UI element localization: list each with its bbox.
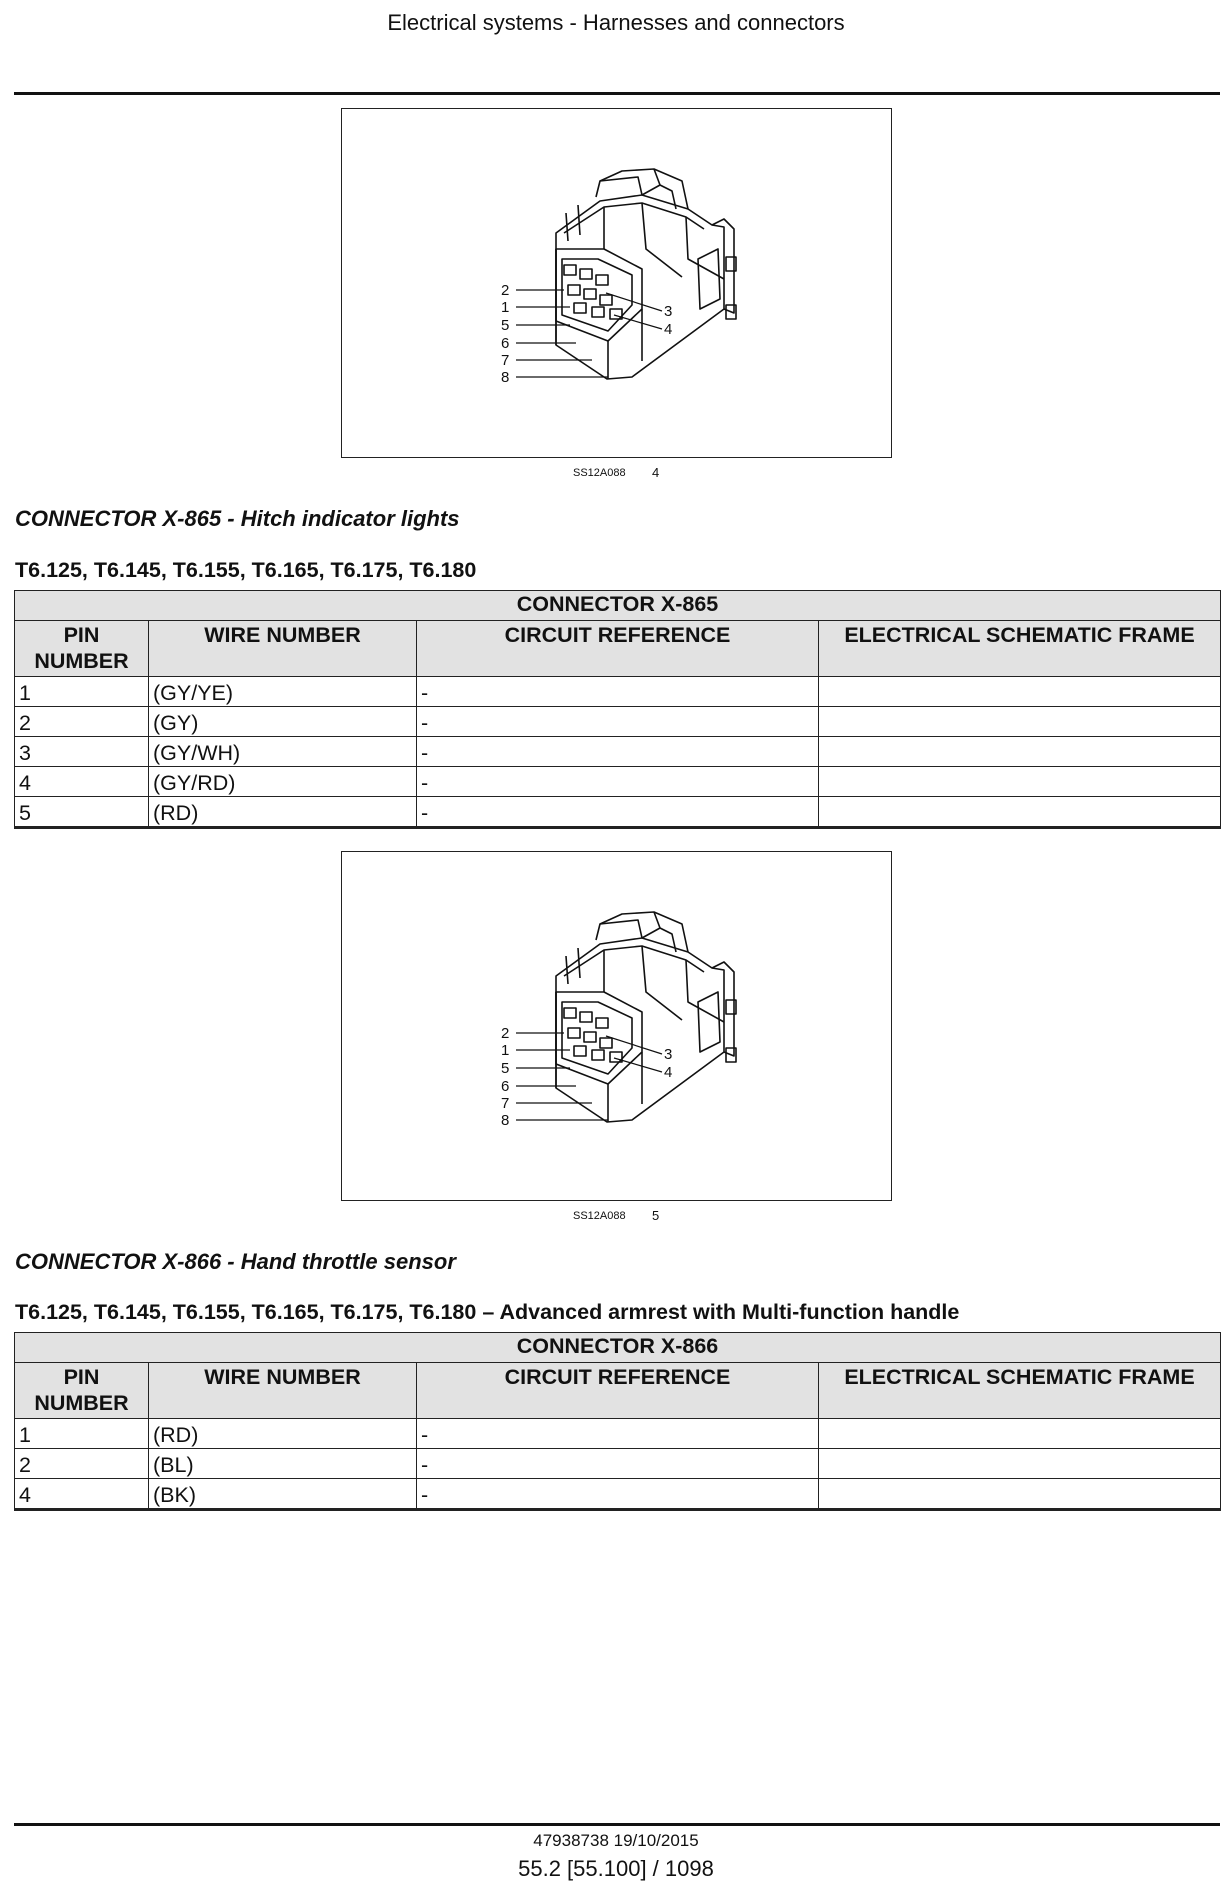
pin-cell: 4 (15, 767, 149, 797)
pin-label: 1 (501, 1042, 510, 1059)
pin-cell: 5 (15, 797, 149, 828)
wire-cell: (BL) (149, 1449, 417, 1479)
circuit-cell: - (417, 797, 819, 828)
frame-cell (819, 1419, 1221, 1449)
column-header: CIRCUIT REFERENCE (417, 1363, 819, 1419)
frame-cell (819, 797, 1221, 828)
pin-cell: 2 (15, 1449, 149, 1479)
table-row (15, 1479, 1221, 1510)
frame-cell (819, 737, 1221, 767)
pin-label: 4 (664, 1064, 673, 1081)
connector-figure-1 (341, 108, 892, 458)
section-title: CONNECTOR X-865 - Hitch indicator lights (15, 506, 460, 531)
connector-figure-2 (341, 851, 892, 1201)
wire-cell: (GY/YE) (149, 677, 417, 707)
circuit-cell: - (417, 1479, 819, 1510)
pin-label: 5 (501, 317, 510, 334)
section-title: CONNECTOR X-866 - Hand throttle sensor (15, 1249, 456, 1274)
circuit-cell: - (417, 767, 819, 797)
pin-label: 3 (664, 1046, 673, 1063)
pin-label: 4 (664, 321, 673, 338)
frame-cell (819, 767, 1221, 797)
connector-drawing (342, 852, 893, 1202)
wire-cell: (RD) (149, 1419, 417, 1449)
pin-cell: 3 (15, 737, 149, 767)
table-row (15, 797, 1221, 828)
figure-number: 4 (652, 465, 660, 480)
wire-cell: (GY) (149, 707, 417, 737)
table-row (15, 1419, 1221, 1449)
column-header: ELECTRICAL SCHEMATIC FRAME (819, 1363, 1221, 1419)
header-rule (14, 92, 1220, 95)
table-row (15, 1449, 1221, 1479)
wire-cell: (BK) (149, 1479, 417, 1510)
pin-cell: 2 (15, 707, 149, 737)
figure-caption: SS12A088 (573, 467, 626, 479)
table-row (15, 767, 1221, 797)
circuit-cell: - (417, 677, 819, 707)
footer-doc-ref: 47938738 19/10/2015 (533, 1831, 699, 1850)
pin-label: 8 (501, 369, 510, 386)
column-header: ELECTRICAL SCHEMATIC FRAME (819, 621, 1221, 677)
pin-label: 2 (501, 1025, 510, 1042)
connector-table-x866 (14, 1332, 1221, 1511)
pin-label: 6 (501, 1078, 510, 1095)
frame-cell (819, 1479, 1221, 1510)
frame-cell (819, 1449, 1221, 1479)
column-header: PIN NUMBER (15, 621, 149, 677)
table-row (15, 737, 1221, 767)
pin-label: 8 (501, 1112, 510, 1129)
pin-cell: 1 (15, 1419, 149, 1449)
pin-cell: 4 (15, 1479, 149, 1510)
column-header: WIRE NUMBER (149, 621, 417, 677)
frame-cell (819, 707, 1221, 737)
table-row (15, 707, 1221, 737)
footer-rule (14, 1823, 1220, 1826)
pin-label: 7 (501, 1095, 510, 1112)
figure-caption: SS12A088 (573, 1210, 626, 1222)
table-title: CONNECTOR X-866 (15, 1333, 1221, 1363)
wire-cell: (RD) (149, 797, 417, 828)
column-header: PIN NUMBER (15, 1363, 149, 1419)
pin-label: 2 (501, 282, 510, 299)
pin-label: 1 (501, 299, 510, 316)
page-header-title: Electrical systems - Harnesses and connectors (387, 10, 845, 35)
wire-cell: (GY/WH) (149, 737, 417, 767)
figure-number: 5 (652, 1208, 660, 1223)
footer-page-number: 55.2 [55.100] / 1098 (518, 1856, 714, 1881)
models-line: T6.125, T6.145, T6.155, T6.165, T6.175, T6.180 – Advanced armrest with Multi-function handle (15, 1300, 960, 1324)
frame-cell (819, 677, 1221, 707)
column-header: WIRE NUMBER (149, 1363, 417, 1419)
wire-cell: (GY/RD) (149, 767, 417, 797)
pin-label: 3 (664, 303, 673, 320)
circuit-cell: - (417, 1449, 819, 1479)
circuit-cell: - (417, 737, 819, 767)
circuit-cell: - (417, 707, 819, 737)
pin-label: 7 (501, 352, 510, 369)
connector-drawing (342, 109, 893, 459)
column-header: CIRCUIT REFERENCE (417, 621, 819, 677)
pin-label: 6 (501, 335, 510, 352)
table-row (15, 677, 1221, 707)
pin-label: 5 (501, 1060, 510, 1077)
circuit-cell: - (417, 1419, 819, 1449)
table-title: CONNECTOR X-865 (15, 591, 1221, 621)
models-line: T6.125, T6.145, T6.155, T6.165, T6.175, T6.180 (15, 558, 477, 582)
connector-table-x865 (14, 590, 1221, 829)
pin-cell: 1 (15, 677, 149, 707)
